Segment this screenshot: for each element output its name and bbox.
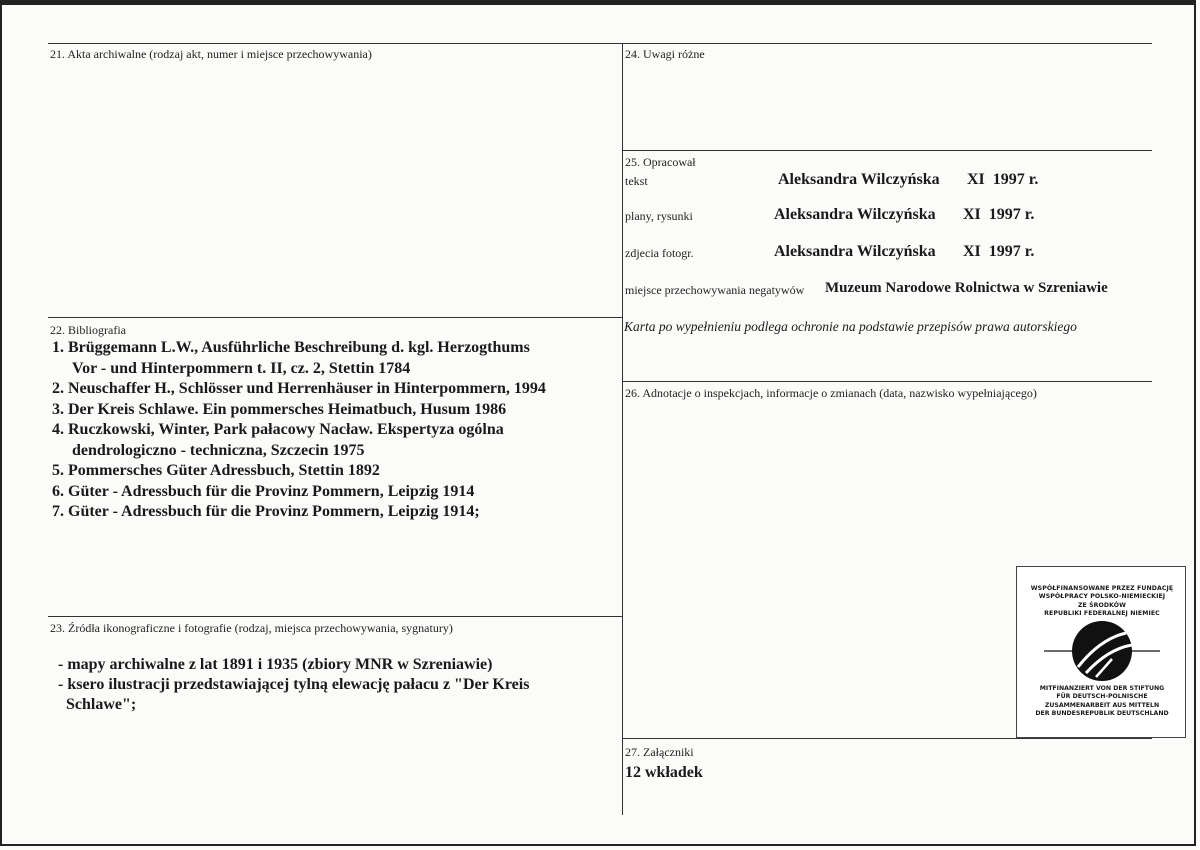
section-25-label: 25. Opracował [625,155,696,169]
bibliography-item: 6. Güter - Adressbuch für die Provinz Pommern, Leipzig 1914 [52,482,475,500]
bibliography-item: 5. Pommersches Güter Adressbuch, Stettin 1892 [52,462,380,479]
section-24-label: 24. Uwagi różne [625,47,705,61]
bibliography-item: 3. Der Kreis Schlawe. Ein pommersches Heimatbuch, Husum 1986 [52,400,507,418]
stamp-top-line: REPUBLIKI FEDERALNEJ NIEMIEC [1044,610,1160,618]
row-plany-field: plany, rysunki [625,209,693,223]
divider-top [48,43,1152,44]
section-23-label: 23. Źródła ikonograficzne i fotografie (rodzaj, miejsca przechowywania, sygnatury) [50,621,453,635]
section-26-label: 26. Adnotacje o inspekcjach, informacje o zmianach (data, nazwisko wypełniającego) [625,386,1037,400]
row-plany-name: Aleksandra Wilczyńska [774,206,936,223]
divider-center [622,43,623,815]
divider-right-26-27 [622,738,1152,739]
stamp-top-text [1017,585,1187,619]
stamp-top-line: WSPÓŁPRACY POLSKO-NIEMIECKIEJ [1038,593,1166,601]
bibliography-item: 2. Neuschaffer H., Schlösser und Herrenhäuser in Hinterpommern, 1994 [52,380,546,397]
bibliography-item: dendrologiczno - techniczna, Szczecin 1975 [72,441,365,459]
stamp-bottom-text [1017,685,1187,719]
row-zdjecia-name: Aleksandra Wilczyńska [774,243,936,260]
section-22-label: 22. Bibliografia [50,323,126,337]
section-27-label: 27. Załączniki [625,745,694,759]
storage-value: Muzeum Narodowe Rolnictwa w Szreniawie [825,280,1108,296]
row-tekst-field: tekst [625,174,648,188]
iconography-list [58,655,618,715]
divider-right-25-26 [622,381,1152,382]
row-zdjecia-date: XI 1997 r. [963,243,1035,260]
row-plany-date: XI 1997 r. [963,206,1035,223]
bibliography-item: 4. Ruczkowski, Winter, Park pałacowy Nacław. Ekspertyza ogólna [52,421,504,438]
bibliography-item: Vor - und Hinterpommern t. II, cz. 2, Stettin 1784 [72,359,411,377]
stamp-bottom-line: MITFINANZIERT VON DER STIFTUNG [1039,685,1165,692]
cofinancing-stamp [1016,566,1186,738]
iconography-item: - ksero ilustracji przedstawiającej tylną elewację pałacu z "Der Kreis [58,676,530,693]
row-tekst-date: XI 1997 r. [967,171,1039,188]
attachments-value: 12 wkładek [625,764,703,781]
stamp-bottom-line: FÜR DEUTSCH-POLNISCHE [1056,693,1148,701]
divider-left-21-22 [48,317,622,318]
stamp-top-line: ZE ŚRODKÓW [1077,601,1127,609]
bibliography-list [52,338,612,523]
iconography-item: - mapy archiwalne z lat 1891 i 1935 (zbiory MNR w Szreniawie) [58,656,493,673]
iconography-item: Schlawe"; [66,696,137,713]
foundation-logo-icon [1042,619,1162,683]
row-zdjecia-field: zdjecia fotogr. [625,246,694,260]
divider-right-24-25 [622,150,1152,151]
storage-label: miejsce przechowywania negatywów [625,283,805,297]
stamp-bottom-line: ZUSAMMENARBEIT AUS MITTELN [1044,701,1160,709]
bibliography-item: 7. Güter - Adressbuch für die Provinz Pommern, Leipzig 1914; [52,503,480,520]
stamp-bottom-line: DER BUNDESREPUBLIK DEUTSCHLAND [1035,710,1169,718]
section-21-label: 21. Akta archiwalne (rodzaj akt, numer i miejsce przechowywania) [50,47,372,61]
stamp-top-line: WSPÓŁFINANSOWANE PRZEZ FUNDACJĘ [1030,585,1174,592]
row-tekst-name: Aleksandra Wilczyńska [778,171,940,188]
copyright-note: Karta po wypełnieniu podlega ochronie na podstawie przepisów prawa autorskiego [624,319,1077,334]
bibliography-item: 1. Brüggemann L.W., Ausführliche Beschreibung d. kgl. Herzogthums [52,339,530,356]
divider-left-22-23 [48,616,622,617]
